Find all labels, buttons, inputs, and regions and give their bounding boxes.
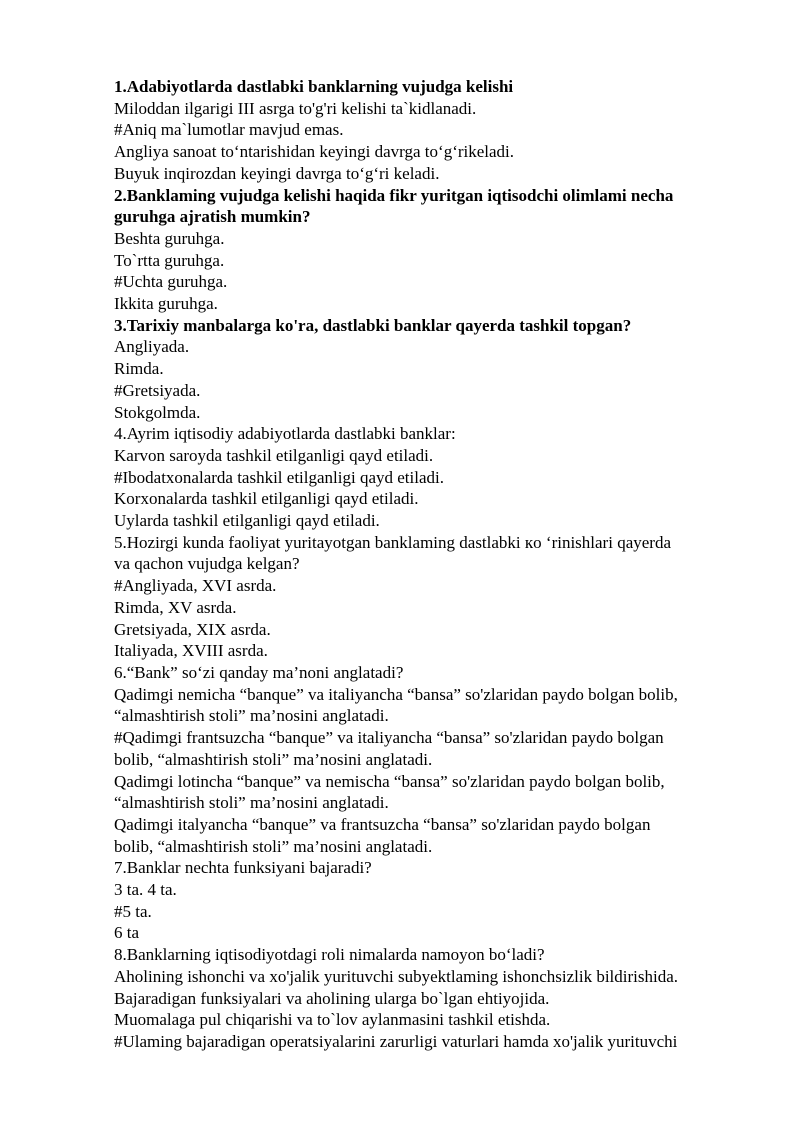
text-line: #Qadimgi frantsuzcha “banque” va italiyancha “bansa” so'zlaridan paydo bolgan <box>114 728 664 748</box>
text-line: Ikkita guruhga. <box>114 294 218 314</box>
text-line: Rimda. <box>114 359 164 379</box>
text-line: 5.Hozirgi kunda faoliyat yuritayotgan banklaming dastlabki кo ‘rinishlari qayerda <box>114 532 671 552</box>
text-line: #Gretsiyada. <box>114 380 201 400</box>
text-line: Rimda, XV asrda. <box>114 597 237 617</box>
text-line: bolib, “almashtirish stoli” ma’nosini anglatadi. <box>114 749 433 769</box>
text-line: #Ulaming bajaradigan operatsiyalarini zarurligi vaturlari hamda xo'jalik yurituvchi <box>114 1031 678 1051</box>
question-heading-line: 1.Adabiyotlarda dastlabki banklarning vujudga kelishi <box>114 77 514 96</box>
text-line: Karvon saroyda tashkil etilganligi qayd etiladi. <box>114 445 434 465</box>
text-line: Qadimgi lotincha “banque” va nemischa “bansa” so'zlaridan paydo bolgan bolib, <box>114 771 665 791</box>
text-line: “almashtirish stoli” ma’nosini anglatadi. <box>114 706 389 726</box>
text-line: Gretsiyada, XIX asrda. <box>114 619 271 639</box>
text-line: Angliya sanoat to‘ntarishidan keyingi davrga to‘g‘rikeladi. <box>114 142 515 162</box>
text-line: Miloddan ilgarigi III asrga to'g'ri kelishi ta`kidlanadi. <box>114 98 477 118</box>
text-line: Italiyada, XVIII asrda. <box>114 641 268 661</box>
text-line: #Ibodatxonalarda tashkil etilganligi qayd etiladi. <box>114 467 444 487</box>
text-line: 3 ta. 4 ta. <box>114 880 177 900</box>
text-line: 7.Banklar nechta funksiyani bajaradi? <box>114 858 372 878</box>
text-line: bolib, “almashtirish stoli” ma’nosini anglatadi. <box>114 836 433 856</box>
text-line: To`rtta guruhga. <box>114 250 225 270</box>
text-line: va qachon vujudga kelgan? <box>114 554 300 574</box>
text-line: #5 ta. <box>114 901 152 921</box>
question-heading-line: guruhga ajratish mumkin? <box>114 207 311 227</box>
question-heading-line: 3.Tarixiy manbalarga ko'ra, dastlabki banklar qayerda tashkil topgan? <box>114 315 632 335</box>
text-line: 8.Banklarning iqtisodiyotdagi roli nimalarda namoyon bo‘ladi? <box>114 945 545 965</box>
text-line: 6 ta <box>114 923 140 943</box>
text-line: Qadimgi italyancha “banque” va frantsuzcha “bansa” so'zlaridan paydo bolgan <box>114 814 651 834</box>
text-line: Bajaradigan funksiyalari va aholining ularga bo`lgan ehtiyojida. <box>114 988 550 1008</box>
text-line: “almashtirish stoli” ma’nosini anglatadi. <box>114 793 389 813</box>
text-line: Muomalaga pul chiqarishi va to`lov aylanmasini tashkil etishda. <box>114 1010 551 1030</box>
text-line: Stokgolmda. <box>114 402 201 422</box>
text-line: 4.Ayrim iqtisodiy adabiyotlarda dastlabki banklar: <box>114 424 456 444</box>
text-line: Qadimgi nemicha “banque” va italiyancha “bansa” so'zlaridan paydo bolgan bolib, <box>114 684 678 704</box>
text-line: #Angliyada, XVI asrda. <box>114 576 277 596</box>
text-line: Uylarda tashkil etilganligi qayd etiladi. <box>114 511 380 531</box>
text-line: #Uchta guruhga. <box>114 272 228 292</box>
text-line: #Aniq ma`lumotlar mavjud emas. <box>114 120 344 140</box>
text-line: Aholining ishonchi va xo'jalik yurituvchi subyektlaming ishonchsizlik bildirishida. <box>114 966 679 986</box>
document-page <box>114 76 764 1053</box>
question-heading-line: 2.Banklaming vujudga kelishi haqida fikr yuritgan iqtisodchi olimlami necha <box>114 185 674 205</box>
text-line: Buyuk inqirozdan keyingi davrga to‘g‘ri keladi. <box>114 163 440 183</box>
text-line: Beshta guruhga. <box>114 228 225 248</box>
text-line: 6.“Bank” so‘zi qanday ma’noni anglatadi? <box>114 662 404 682</box>
text-line: Korxonalarda tashkil etilganligi qayd etiladi. <box>114 489 419 509</box>
text-line: Angliyada. <box>114 337 190 357</box>
